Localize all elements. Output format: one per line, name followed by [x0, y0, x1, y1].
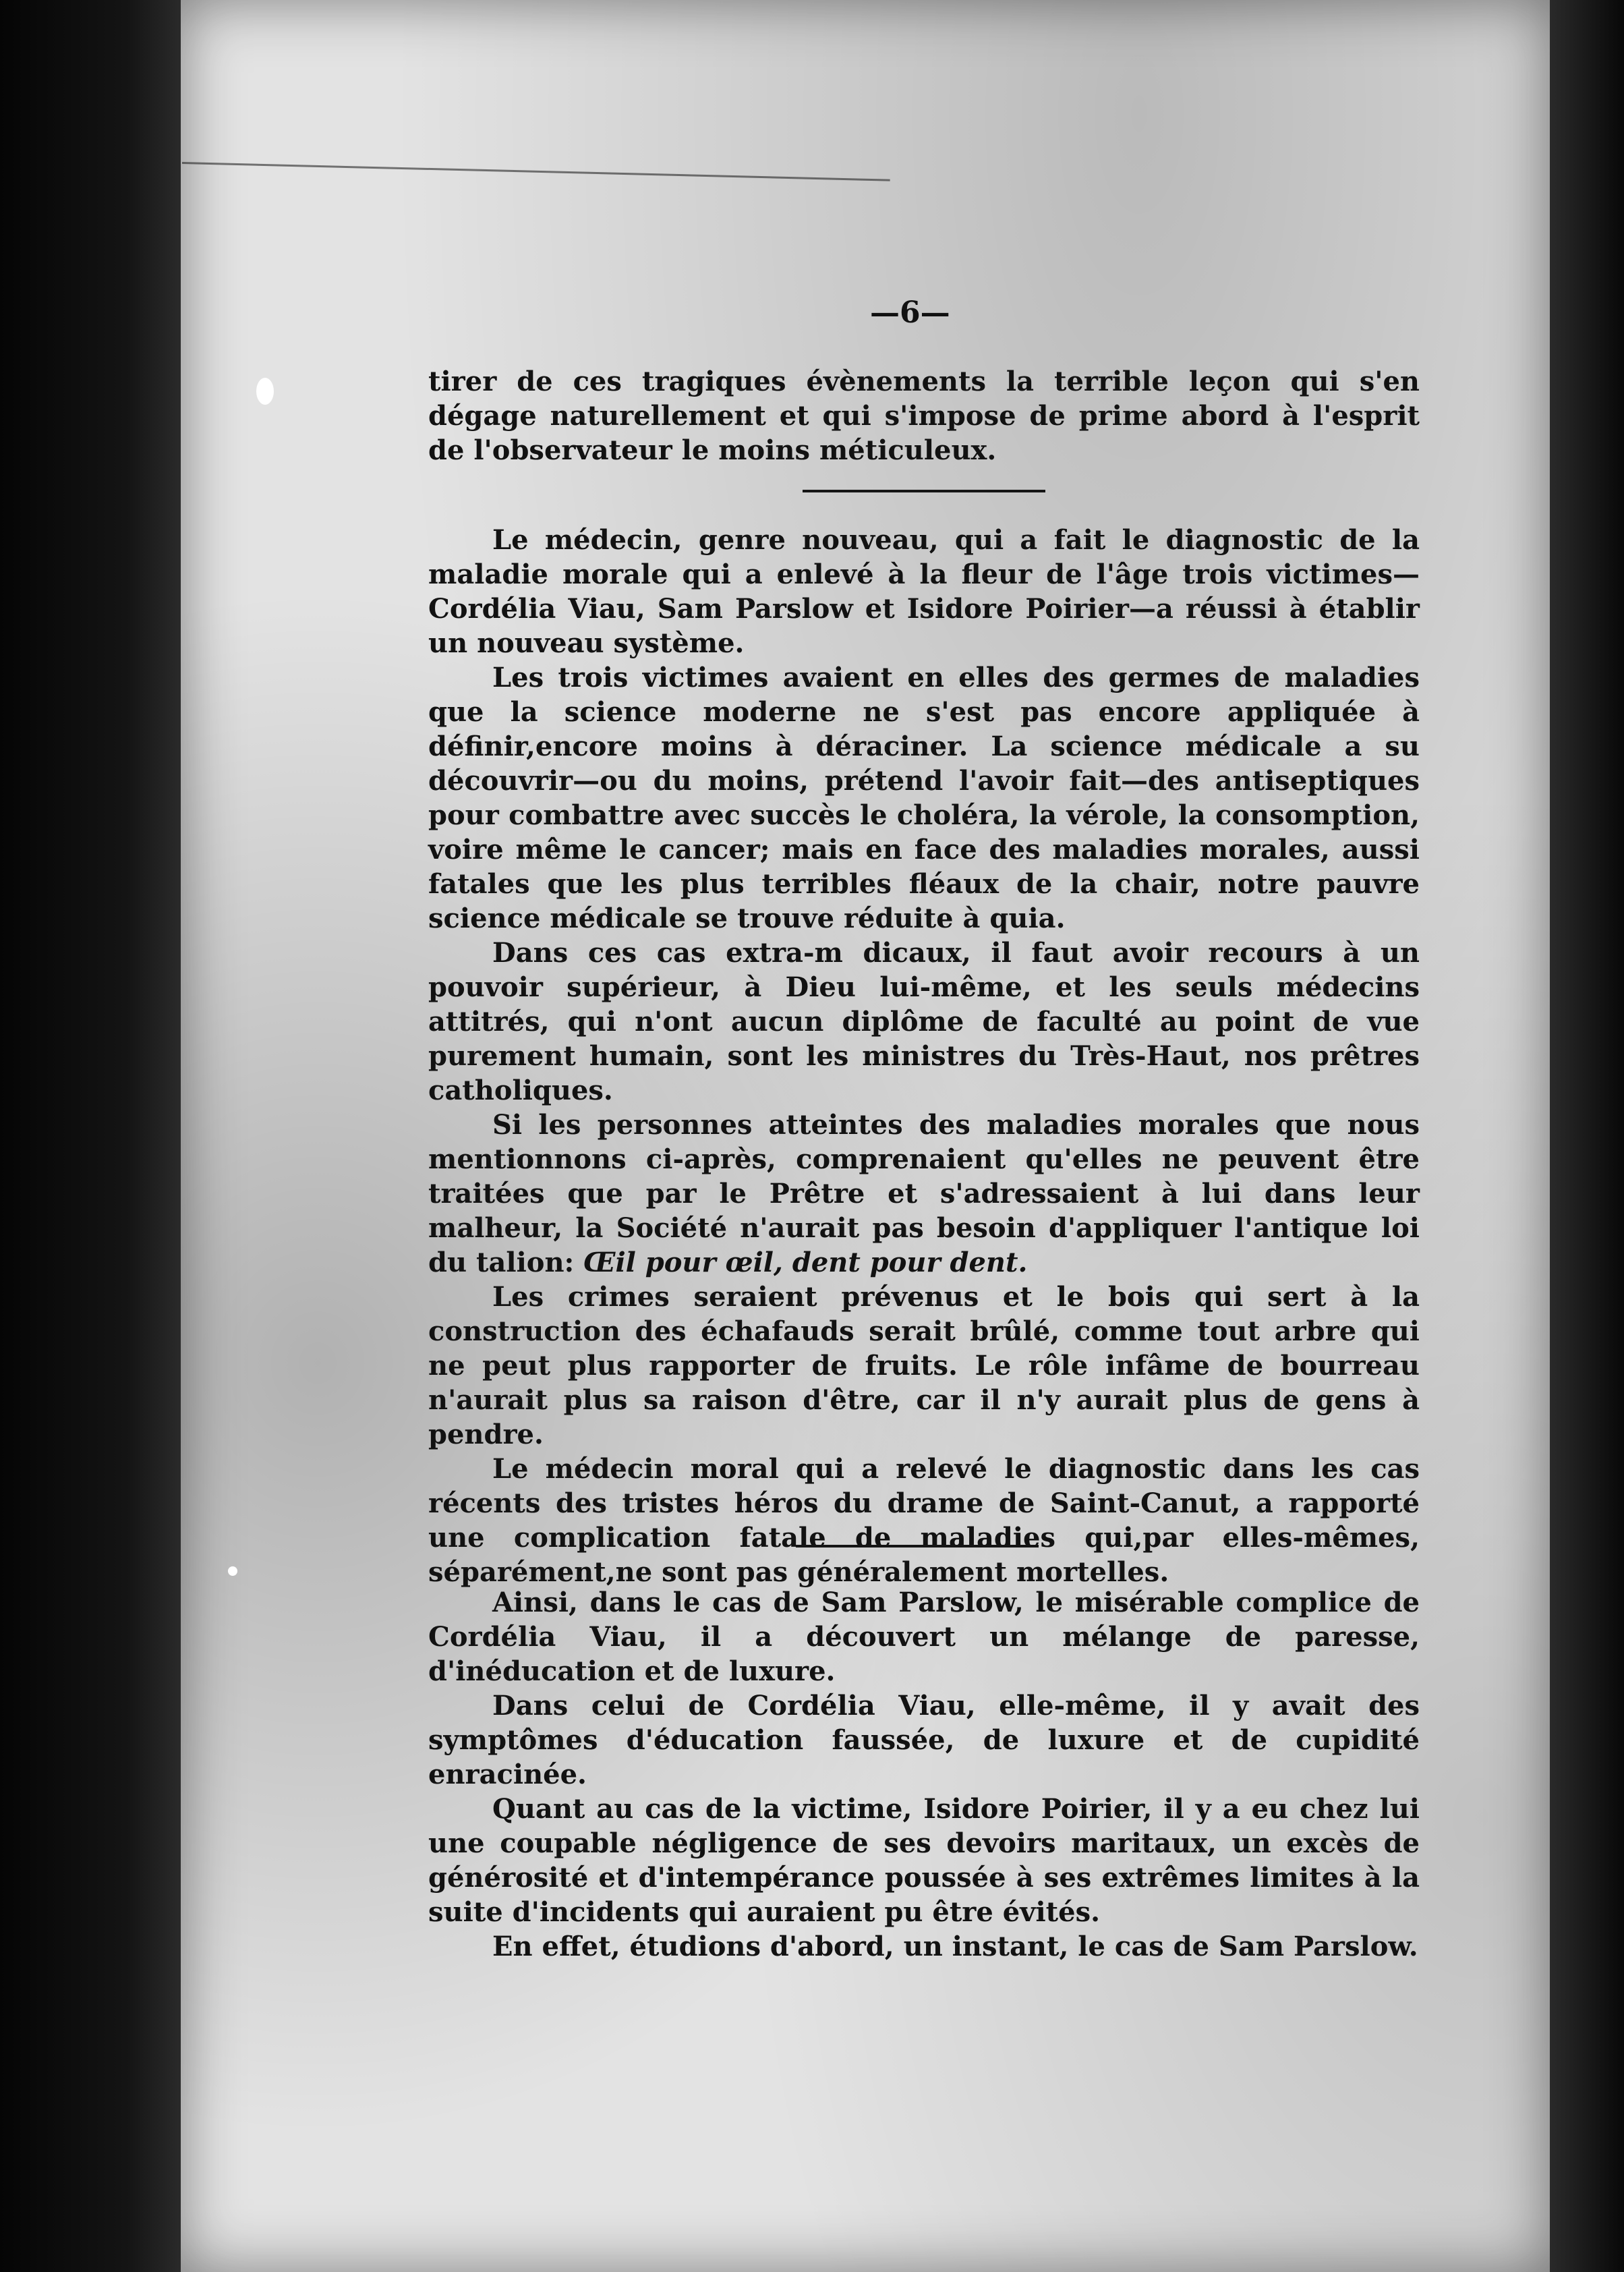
paragraph: En effet, étudions d'abord, un instant, le cas de Sam Parslow. [492, 1931, 1418, 1962]
paragraph [428, 1108, 1420, 1280]
paragraph: Quant au cas de la victime, Isidore Poirier, il y a eu chez lui une coupable négligence de ses devoirs maritaux, un excès de générosité et d'intempérance poussée à ses extrêmes limites à la suite d'incidents qui auraient pu être évités. [428, 1793, 1420, 1928]
paragraph: Le médecin moral qui a relevé le diagnostic dans les cas récents des tristes héros du drame de Saint-Canut, a rapporté une complication fatale de maladies qui,par elles-mêmes, séparément,ne sont pas généralement mortelles. [428, 1453, 1420, 1588]
paragraph: Ainsi, dans le cas de Sam Parslow, le misérable complice de Cordélia Viau, il a découvert un mélange de paresse, d'inéducation et de luxure. [428, 1587, 1420, 1687]
italic-quote: Œil pour œil, dent pour dent. [583, 1247, 1028, 1278]
text-block-main [428, 523, 1420, 1589]
scan-left-border [0, 0, 181, 2272]
paragraph: Les crimes seraient prévenus et le bois qui sert à la construction des échafauds serait brûlé, comme tout arbre qui ne peut plus rapporter de fruits. Le rôle infâme de bourreau n'aurait plus sa raison d'être, car il n'y aurait plus de gens à pendre. [428, 1281, 1420, 1450]
paragraph-text: Si les personnes atteintes des maladies morales que nous mentionnons ci-après, comprenaient qu'elles ne peuvent être traitées que par le Prêtre et s'adressaient à lui dans leur malheur, la Société n'aurait pas besoin d'appliquer l'antique loi du talion: [428, 1109, 1420, 1278]
text-block-intro [428, 364, 1420, 467]
section-divider [803, 490, 1045, 492]
paper-speck [256, 378, 274, 405]
text-block-cases [428, 1585, 1420, 1964]
paragraph: Les trois victimes avaient en elles des germes de maladies que la science moderne ne s'est pas encore appliquée à définir,encore moins à déraciner. La science médicale a su découvrir—ou du moins, prétend l'avoir fait—des antiseptiques pour combattre avec succès le choléra, la vérole, la consomption, voire même le cancer; mais en face des maladies morales, aussi fatales que les plus terribles fléaux de la chair, notre pauvre science médicale se trouve réduite à quia. [428, 662, 1420, 934]
paragraph: Dans celui de Cordélia Viau, elle-même, il y avait des symptômes d'éducation faussée, de luxure et de cupidité enracinée. [428, 1690, 1420, 1790]
paragraph: Le médecin, genre nouveau, qui a fait le diagnostic de la maladie morale qui a enlevé à la fleur de l'âge trois victimes—Cordélia Viau, Sam Parslow et Isidore Poirier—a réussi à établir un nouveau système. [428, 524, 1420, 659]
section-divider [796, 1545, 1039, 1547]
page-number: —6— [870, 295, 950, 330]
paper-speck [228, 1566, 237, 1576]
paragraph: tirer de ces tragiques évènements la terrible leçon qui s'en dégage naturellement et qui s'impose de prime abord à l'esprit de l'observateur le moins méticuleux. [428, 366, 1420, 466]
scan-right-border [1550, 0, 1624, 2272]
paragraph: Dans ces cas extra-m dicaux, il faut avoir recours à un pouvoir supérieur, à Dieu lui-même, et les seuls médecins attitrés, qui n'ont aucun diplôme de faculté au point de vue purement humain, sont les ministres du Très-Haut, nos prêtres catholiques. [428, 937, 1420, 1106]
